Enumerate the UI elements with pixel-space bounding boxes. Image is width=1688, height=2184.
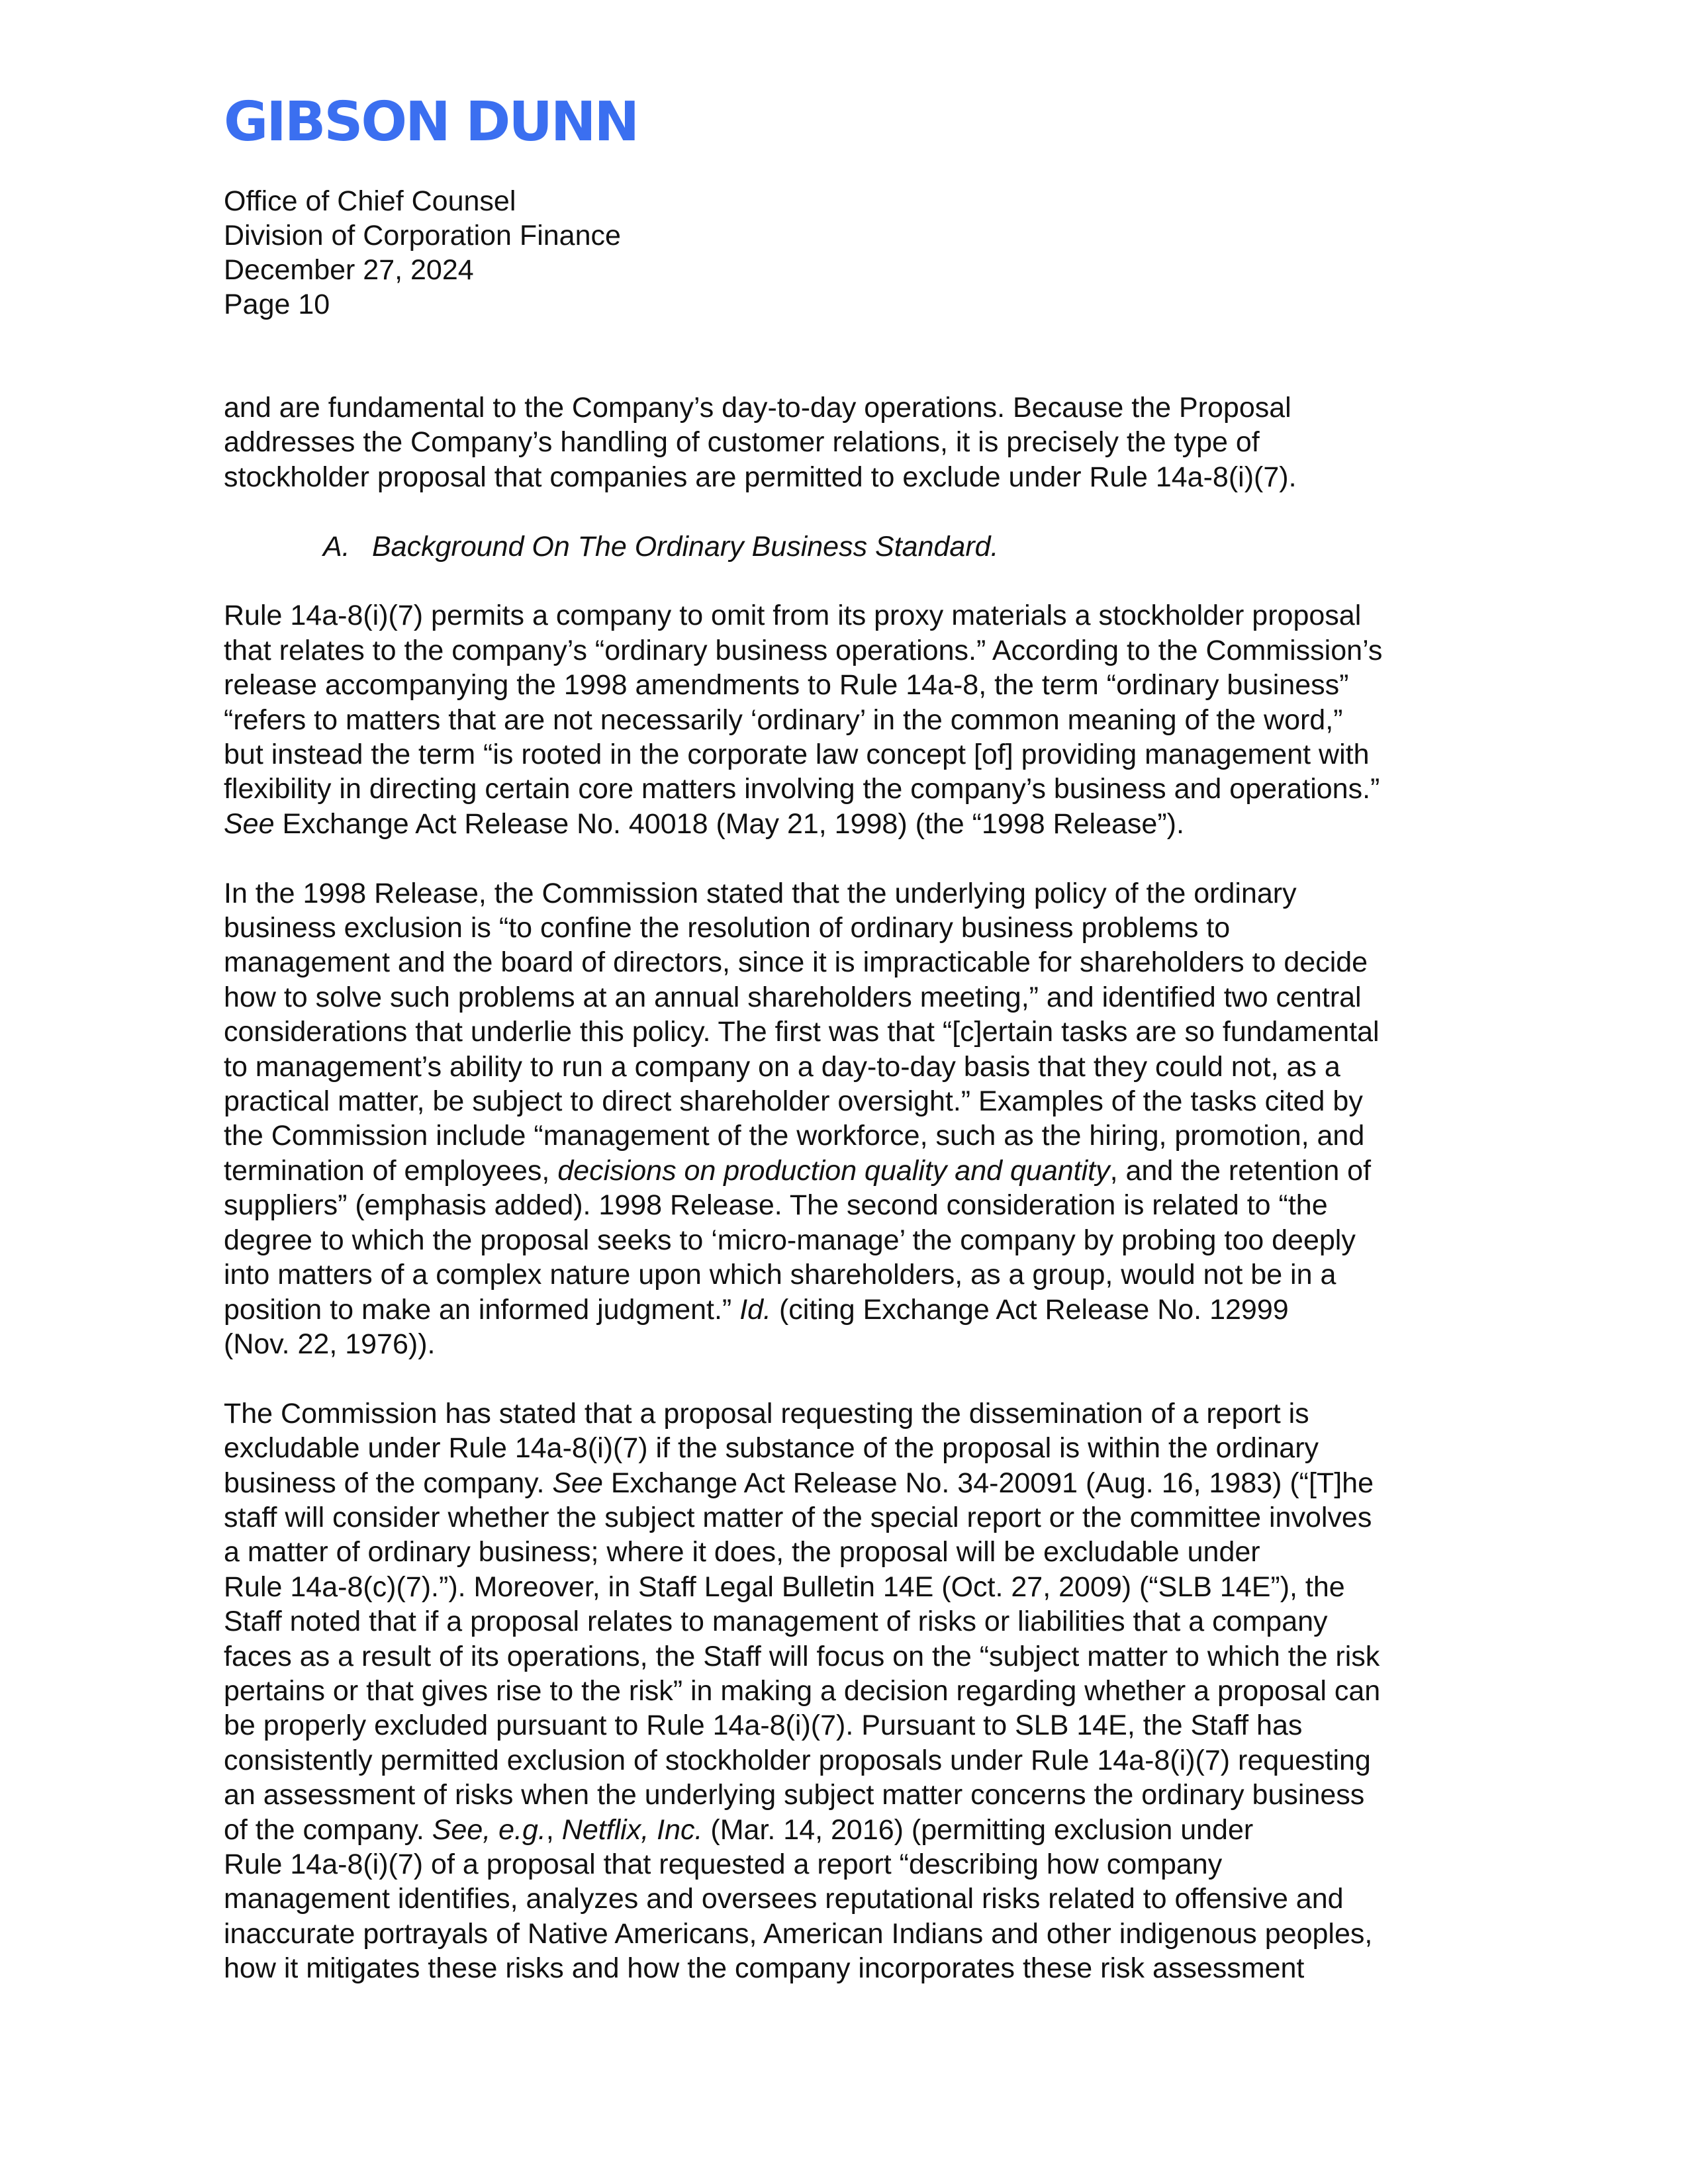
text-line: that relates to the company’s “ordinary business operations.” According to the Commission’s <box>224 634 1383 666</box>
text-line: consistently permitted exclusion of stockholder proposals under Rule 14a-8(i)(7) requesting <box>224 1744 1371 1776</box>
paragraph-1 <box>224 390 1501 494</box>
recipient-office: Office of Chief Counsel <box>224 185 516 217</box>
text-line: The Commission has stated that a proposal requesting the dissemination of a report is <box>224 1397 1309 1430</box>
text-fragment: Exchange Act Release No. 34-20091 (Aug. 16, 1983) (“[T]he <box>602 1467 1374 1499</box>
citation-signal: See <box>224 807 275 840</box>
document-page <box>224 91 1501 1985</box>
firm-logo: GIBSON DUNN <box>224 91 638 154</box>
text-line: how to solve such problems at an annual shareholders meeting,” and identified two central <box>224 981 1362 1013</box>
text-line: excludable under Rule 14a-8(i)(7) if the substance of the proposal is within the ordinary <box>224 1432 1319 1465</box>
recipient-division: Division of Corporation Finance <box>224 220 621 251</box>
text-line: business exclusion is “to confine the resolution of ordinary business problems to <box>224 912 1231 944</box>
text-line <box>224 1293 1501 1327</box>
text-line <box>224 1154 1501 1188</box>
letter-date: December 27, 2024 <box>224 254 474 286</box>
text-line: staff will consider whether the subject matter of the special report or the committee involves <box>224 1501 1372 1533</box>
text-line <box>224 1466 1501 1500</box>
citation-signal: See, e.g. <box>432 1813 546 1846</box>
text-line: Staff noted that if a proposal relates to management of risks or liabilities that a company <box>224 1606 1328 1638</box>
text-line: to management’s ability to run a company on a day-to-day basis that they could not, as a <box>224 1050 1340 1083</box>
text-line: (Nov. 22, 1976)). <box>224 1328 436 1360</box>
text-line: stockholder proposal that companies are permitted to exclude under Rule 14a-8(i)(7). <box>224 461 1297 493</box>
letter-header <box>224 184 1501 322</box>
paragraph-3 <box>224 876 1501 1362</box>
section-heading-letter: A. <box>323 530 350 563</box>
text-fragment: , <box>545 1813 562 1846</box>
page-number: Page 10 <box>224 289 330 320</box>
text-line <box>224 1813 1501 1847</box>
letter-body <box>224 390 1501 2021</box>
text-fragment: , and the retention of <box>1109 1154 1372 1187</box>
text-line: addresses the Company’s handling of customer relations, it is precisely the type of <box>224 426 1260 459</box>
text-fragment: (Mar. 14, 2016) (permitting exclusion under <box>702 1813 1254 1846</box>
text-line <box>224 807 1501 841</box>
text-line: management identifies, analyzes and oversees reputational risks related to offensive and <box>224 1883 1344 1915</box>
paragraph-4 <box>224 1396 1501 1986</box>
text-line: but instead the term “is rooted in the corporate law concept [of] providing management with <box>224 739 1370 771</box>
text-fragment: (citing Exchange Act Release No. 12999 <box>771 1293 1289 1326</box>
text-line: inaccurate portrayals of Native Americans, American Indians and other indigenous peoples, <box>224 1917 1373 1950</box>
text-line: faces as a result of its operations, the Staff will focus on the “subject matter to which the risk <box>224 1640 1380 1672</box>
text-line: Rule 14a-8(c)(7).”). Moreover, in Staff Legal Bulletin 14E (Oct. 27, 2009) (“SLB 14E”), the <box>224 1570 1345 1603</box>
text-line: and are fundamental to the Company’s day-to-day operations. Because the Proposal <box>224 392 1291 424</box>
citation-signal: Id. <box>739 1293 771 1326</box>
citation-signal: See <box>552 1467 603 1499</box>
text-line: pertains or that gives rise to the risk” in making a decision regarding whether a proposal can <box>224 1674 1381 1707</box>
section-heading <box>224 529 1501 564</box>
text-line: Rule 14a-8(i)(7) permits a company to omit from its proxy materials a stockholder proposal <box>224 600 1362 632</box>
citation-text: Exchange Act Release No. 40018 (May 21, 1998) (the “1998 Release”). <box>274 807 1184 840</box>
text-line: practical matter, be subject to direct shareholder oversight.” Examples of the tasks cited by <box>224 1085 1363 1118</box>
text-line: be properly excluded pursuant to Rule 14a-8(i)(7). Pursuant to SLB 14E, the Staff has <box>224 1709 1303 1742</box>
emphasis-text: decisions on production quality and quantity <box>557 1154 1110 1187</box>
text-line: flexibility in directing certain core matters involving the company’s business and operations.” <box>224 773 1380 805</box>
text-line: release accompanying the 1998 amendments to Rule 14a-8, the term “ordinary business” <box>224 669 1349 702</box>
text-fragment: termination of employees, <box>224 1154 558 1187</box>
text-line: suppliers” (emphasis added). 1998 Release. The second consideration is related to “the <box>224 1189 1328 1222</box>
case-name: Netflix, Inc. <box>561 1813 703 1846</box>
text-line: degree to which the proposal seeks to ‘micro-manage’ the company by probing too deeply <box>224 1224 1356 1256</box>
text-line: management and the board of directors, since it is impracticable for shareholders to decide <box>224 946 1368 979</box>
text-line: considerations that underlie this policy. The first was that “[c]ertain tasks are so fundamental <box>224 1016 1380 1048</box>
text-line: the Commission include “management of the workforce, such as the hiring, promotion, and <box>224 1120 1365 1152</box>
text-line: “refers to matters that are not necessarily ‘ordinary’ in the common meaning of the word,” <box>224 704 1343 736</box>
text-fragment: business of the company. <box>224 1467 553 1499</box>
section-heading-title: Background On The Ordinary Business Standard. <box>372 530 999 563</box>
text-line: Rule 14a-8(i)(7) of a proposal that requested a report “describing how company <box>224 1848 1223 1880</box>
text-line: an assessment of risks when the underlying subject matter concerns the ordinary business <box>224 1779 1365 1811</box>
text-fragment: position to make an informed judgment.” <box>224 1293 740 1326</box>
text-line: a matter of ordinary business; where it does, the proposal will be excludable under <box>224 1536 1260 1569</box>
text-line: In the 1998 Release, the Commission stated that the underlying policy of the ordinary <box>224 877 1297 909</box>
text-line: into matters of a complex nature upon which shareholders, as a group, would not be in a <box>224 1259 1336 1291</box>
paragraph-2 <box>224 598 1501 841</box>
text-fragment: of the company. <box>224 1813 432 1846</box>
text-line: how it mitigates these risks and how the company incorporates these risk assessment <box>224 1952 1305 1985</box>
